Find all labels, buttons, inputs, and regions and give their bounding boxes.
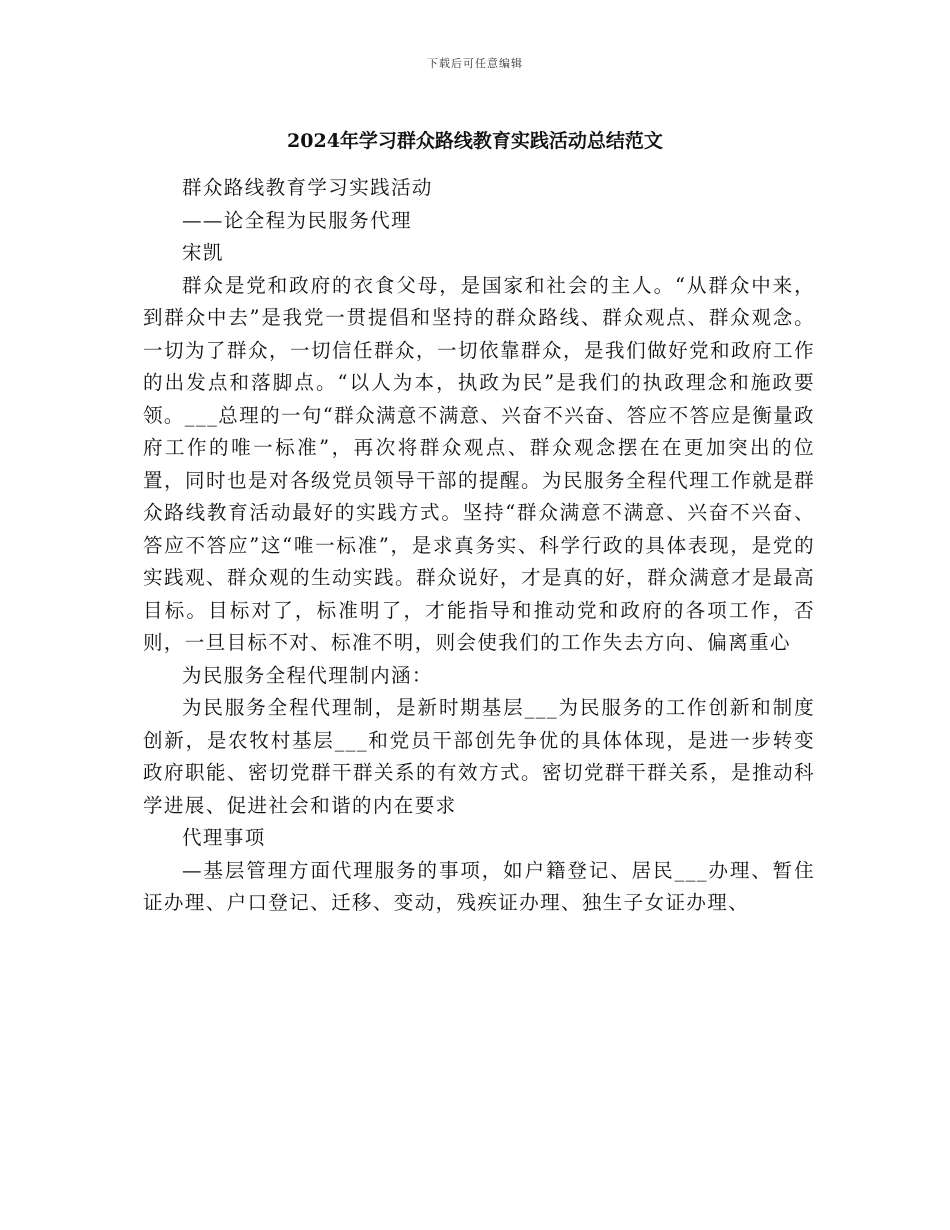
paragraph-main: 群众是党和政府的衣食父母，是国家和社会的主人。“从群众中来，到群众中去”是我党一贯提倡和坚持的群众路线、群众观点、群众观念。一切为了群众，一切信任群众，一切依靠群众，是我们做好党和政府工作的出发点和落脚点。“以人为本，执政为民”是我们的执政理念和施政要领。___总理的一句“群众满意不满意、兴奋不兴奋、答应不答应是衡量政府工作的唯一标准”，再次将群众观点、群众观念摆在在更加突出的位置，同时也是对各级党员领导干部的提醒。为民服务全程代理工作就是群众路线教育活动最好的实践方式。坚持“群众满意不满意、兴奋不兴奋、答应不答应”这“唯一标准”，是求真务实、科学行政的具体表现，是党的实践观、群众观的生动实践。群众说好，才是真的好，群众满意才是最高目标。目标对了，标准明了，才能指导和推动党和政府的各项工作，否则，一旦目标不对、标准不明，则会使我们的工作失去方向、偏离重心 xyxy=(143,273,815,654)
document-body xyxy=(143,172,815,920)
page-header-note: 下载后可任意编辑 xyxy=(427,57,523,70)
paragraph-author: 宋凯 xyxy=(182,241,224,264)
paragraph-heading-items: 代理事项 xyxy=(182,826,266,849)
paragraph-connotation: 为民服务全程代理制，是新时期基层___为民服务的工作创新和制度创新，是农牧村基层___和党员干部创先争优的具体体现，是进一步转变政府职能、密切党群干群关系的有效方式。密切党群干群关系，是推动科学进展、促进社会和谐的内在要求 xyxy=(143,696,815,817)
paragraph-activity-name: 群众路线教育学习实践活动 xyxy=(182,176,433,199)
paragraph-subtitle: ——论全程为民服务代理 xyxy=(182,208,412,232)
document-title: 2024年学习群众路线教育实践活动总结范文 xyxy=(287,130,663,152)
paragraph-heading-connotation: 为民服务全程代理制内涵： xyxy=(182,663,433,687)
paragraph-items: —基层管理方面代理服务的事项，如户籍登记、居民___办理、暂住证办理、户口登记、迁移、变动，残疾证办理、独生子女证办理、 xyxy=(143,858,815,914)
